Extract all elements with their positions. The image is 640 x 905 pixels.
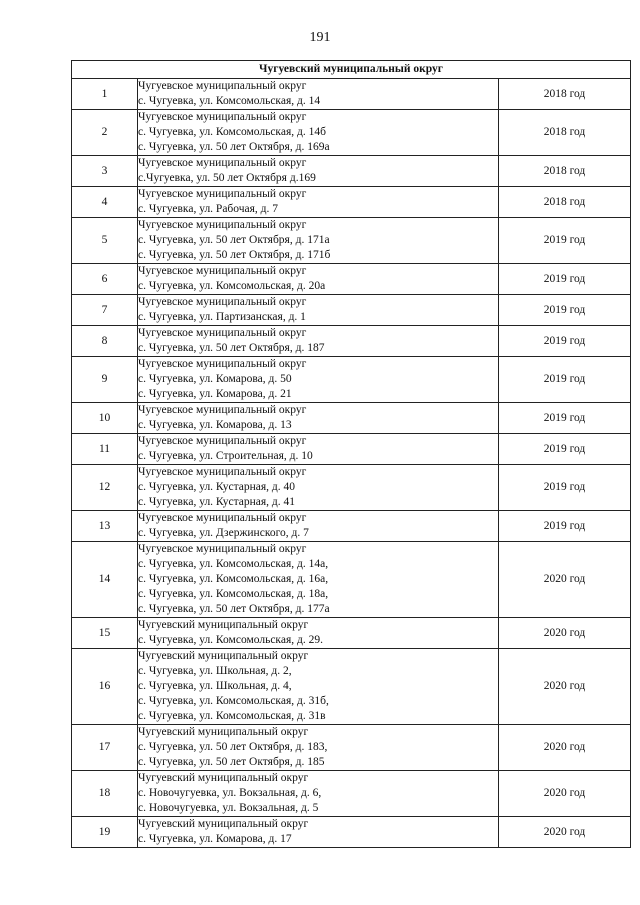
- address-line: Чугуевское муниципальный округ: [138, 512, 307, 524]
- address-line: с. Чугуевка, ул. Комсомольская, д. 14а,: [138, 558, 329, 570]
- row-number: 12: [72, 465, 138, 511]
- address-line: Чугуевское муниципальный округ: [138, 435, 307, 447]
- address-line: Чугуевский муниципальный округ: [138, 772, 309, 784]
- buildings-table: [71, 60, 631, 848]
- address-line: Чугуевский муниципальный округ: [138, 818, 309, 830]
- address-line: с. Чугуевка, ул. Кустарная, д. 41: [138, 496, 296, 508]
- table-body: [72, 79, 631, 848]
- year-cell: 2019 год: [499, 511, 631, 542]
- address-line: с. Чугуевка, ул. Комсомольская, д. 14: [138, 95, 321, 107]
- address-cell: [138, 725, 499, 771]
- section-header-row: [72, 61, 631, 79]
- address-line: с. Чугуевка, ул. Школьная, д. 2,: [138, 665, 292, 677]
- address-cell: [138, 649, 499, 725]
- address-line: с. Чугуевка, ул. 50 лет Октября, д. 171а: [138, 234, 330, 246]
- address-line: с.Чугуевка, ул. 50 лет Октября д.169: [138, 172, 316, 184]
- address-cell: [138, 218, 499, 264]
- row-number: 19: [72, 817, 138, 848]
- address-line: Чугуевское муниципальный округ: [138, 327, 307, 339]
- year-cell: 2018 год: [499, 79, 631, 110]
- address-line: Чугуевское муниципальный округ: [138, 358, 307, 370]
- address-cell: [138, 403, 499, 434]
- table-row: [72, 264, 631, 295]
- address-line: Чугуевское муниципальный округ: [138, 543, 307, 555]
- row-number: 4: [72, 187, 138, 218]
- address-cell: [138, 817, 499, 848]
- address-cell: [138, 110, 499, 156]
- address-line: Чугуевское муниципальный округ: [138, 296, 307, 308]
- row-number: 1: [72, 79, 138, 110]
- section-title: Чугуевский муниципальный округ: [72, 61, 631, 79]
- address-line: Чугуевское муниципальный округ: [138, 188, 307, 200]
- table-row: [72, 110, 631, 156]
- address-cell: [138, 618, 499, 649]
- address-cell: [138, 79, 499, 110]
- address-line: с. Новочугуевка, ул. Вокзальная, д. 5: [138, 802, 319, 814]
- address-line: с. Чугуевка, ул. Комарова, д. 21: [138, 388, 292, 400]
- year-cell: 2020 год: [499, 817, 631, 848]
- row-number: 2: [72, 110, 138, 156]
- row-number: 10: [72, 403, 138, 434]
- address-line: Чугуевский муниципальный округ: [138, 619, 309, 631]
- address-line: Чугуевское муниципальный округ: [138, 219, 307, 231]
- address-line: Чугуевское муниципальный округ: [138, 157, 307, 169]
- address-cell: [138, 771, 499, 817]
- table-row: [72, 326, 631, 357]
- address-cell: [138, 542, 499, 618]
- address-cell: [138, 511, 499, 542]
- address-line: с. Чугуевка, ул. Партизанская, д. 1: [138, 311, 306, 323]
- table-row: [72, 434, 631, 465]
- address-cell: [138, 434, 499, 465]
- year-cell: 2020 год: [499, 725, 631, 771]
- address-line: с. Чугуевка, ул. Комарова, д. 13: [138, 419, 292, 431]
- table-row: [72, 403, 631, 434]
- address-line: с. Чугуевка, ул. 50 лет Октября, д. 177а: [138, 603, 330, 615]
- row-number: 3: [72, 156, 138, 187]
- row-number: 13: [72, 511, 138, 542]
- year-cell: 2018 год: [499, 110, 631, 156]
- address-cell: [138, 264, 499, 295]
- table-row: [72, 618, 631, 649]
- year-cell: 2020 год: [499, 618, 631, 649]
- year-cell: 2019 год: [499, 434, 631, 465]
- row-number: 15: [72, 618, 138, 649]
- address-line: Чугуевское муниципальный округ: [138, 80, 307, 92]
- year-cell: 2020 год: [499, 649, 631, 725]
- row-number: 6: [72, 264, 138, 295]
- address-line: с. Новочугуевка, ул. Вокзальная, д. 6,: [138, 787, 322, 799]
- address-line: с. Чугуевка, ул. 50 лет Октября, д. 183,: [138, 741, 328, 753]
- row-number: 9: [72, 357, 138, 403]
- row-number: 14: [72, 542, 138, 618]
- row-number: 16: [72, 649, 138, 725]
- address-cell: [138, 326, 499, 357]
- address-line: с. Чугуевка, ул. Комарова, д. 17: [138, 833, 292, 845]
- year-cell: 2019 год: [499, 465, 631, 511]
- address-line: с. Чугуевка, ул. Школьная, д. 4,: [138, 680, 292, 692]
- address-line: с. Чугуевка, ул. Рабочая, д. 7: [138, 203, 279, 215]
- address-line: с. Чугуевка, ул. Комсомольская, д. 29.: [138, 634, 323, 646]
- row-number: 7: [72, 295, 138, 326]
- year-cell: 2019 год: [499, 295, 631, 326]
- address-line: с. Чугуевка, ул. Кустарная, д. 40: [138, 481, 296, 493]
- address-line: с. Чугуевка, ул. Комсомольская, д. 14б: [138, 126, 326, 138]
- address-line: с. Чугуевка, ул. Дзержинского, д. 7: [138, 527, 309, 539]
- address-line: с. Чугуевка, ул. 50 лет Октября, д. 187: [138, 342, 325, 354]
- address-line: с. Чугуевка, ул. 50 лет Октября, д. 169а: [138, 141, 330, 153]
- year-cell: 2020 год: [499, 542, 631, 618]
- table-row: [72, 542, 631, 618]
- table-row: [72, 79, 631, 110]
- row-number: 11: [72, 434, 138, 465]
- year-cell: 2018 год: [499, 156, 631, 187]
- year-cell: 2019 год: [499, 264, 631, 295]
- table-row: [72, 649, 631, 725]
- row-number: 8: [72, 326, 138, 357]
- address-line: Чугуевский муниципальный округ: [138, 650, 309, 662]
- address-cell: [138, 465, 499, 511]
- address-line: Чугуевское муниципальный округ: [138, 404, 307, 416]
- address-cell: [138, 187, 499, 218]
- table-row: [72, 771, 631, 817]
- address-line: с. Чугуевка, ул. 50 лет Октября, д. 185: [138, 756, 325, 768]
- table-row: [72, 465, 631, 511]
- year-cell: 2019 год: [499, 218, 631, 264]
- address-line: Чугуевское муниципальный округ: [138, 466, 307, 478]
- address-line: Чугуевский муниципальный округ: [138, 726, 309, 738]
- table-row: [72, 357, 631, 403]
- address-line: Чугуевское муниципальный округ: [138, 111, 307, 123]
- address-cell: [138, 357, 499, 403]
- year-cell: 2019 год: [499, 403, 631, 434]
- address-line: с. Чугуевка, ул. Комсомольская, д. 20а: [138, 280, 326, 292]
- address-line: с. Чугуевка, ул. Комсомольская, д. 31в: [138, 710, 326, 722]
- table-row: [72, 817, 631, 848]
- row-number: 5: [72, 218, 138, 264]
- year-cell: 2019 год: [499, 326, 631, 357]
- address-line: с. Чугуевка, ул. Комсомольская, д. 18а,: [138, 588, 329, 600]
- address-line: с. Чугуевка, ул. Строительная, д. 10: [138, 450, 313, 462]
- year-cell: 2019 год: [499, 357, 631, 403]
- address-line: с. Чугуевка, ул. Комарова, д. 50: [138, 373, 292, 385]
- address-line: с. Чугуевка, ул. Комсомольская, д. 31б,: [138, 695, 329, 707]
- page-number: 191: [309, 30, 331, 45]
- year-cell: 2018 год: [499, 187, 631, 218]
- address-line: с. Чугуевка, ул. Комсомольская, д. 16а,: [138, 573, 329, 585]
- address-line: с. Чугуевка, ул. 50 лет Октября, д. 171б: [138, 249, 331, 261]
- table-row: [72, 156, 631, 187]
- address-cell: [138, 156, 499, 187]
- year-cell: 2020 год: [499, 771, 631, 817]
- table-row: [72, 295, 631, 326]
- row-number: 18: [72, 771, 138, 817]
- address-cell: [138, 295, 499, 326]
- table-row: [72, 187, 631, 218]
- address-line: Чугуевское муниципальный округ: [138, 265, 307, 277]
- row-number: 17: [72, 725, 138, 771]
- table-row: [72, 218, 631, 264]
- table-row: [72, 511, 631, 542]
- table-row: [72, 725, 631, 771]
